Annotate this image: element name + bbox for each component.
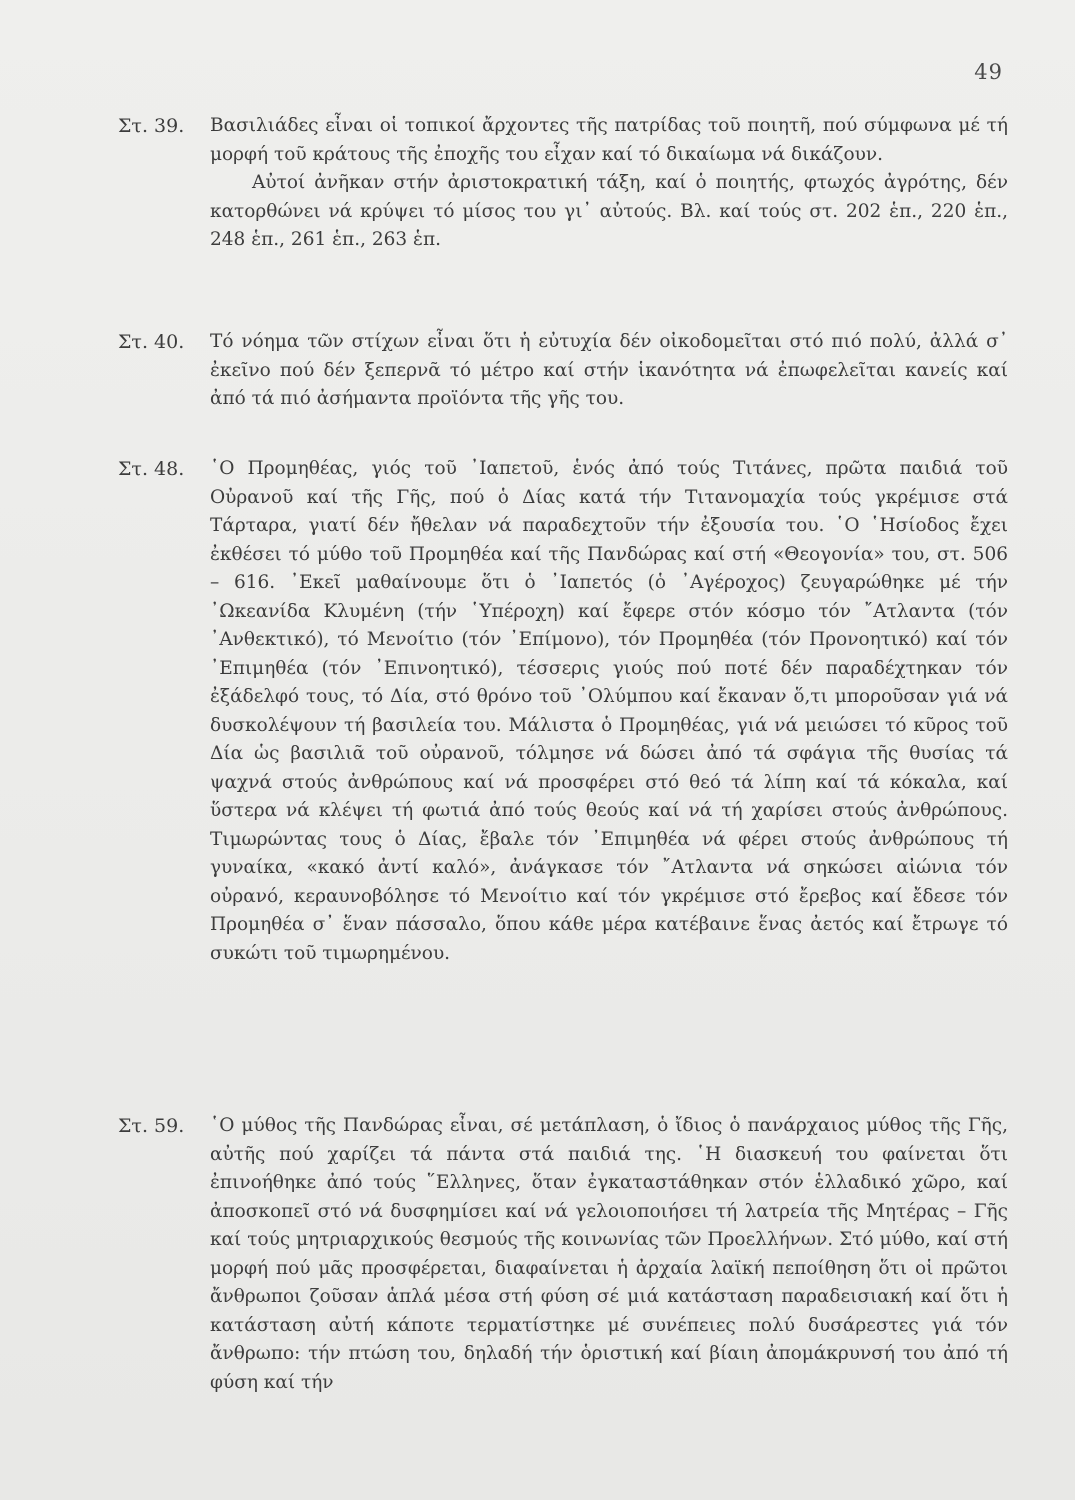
entry-paragraph: ῾Ο Προμηθέας, γιός τοῦ ᾽Ιαπετοῦ, ἑνός ἀπό τούς Τιτάνες, πρῶτα παιδιά τοῦ Οὐρανοῦ καί τῆς Γῆς, πού ὁ Δίας κατά τήν Τιτανομαχία τούς γκρέμισε στά Τάρταρα, γιατί δέν ἤθελαν νά παραδεχτοῦν τήν ἐξουσία του. ῾Ο ῾Ησίοδος ἔχει ἐκθέσει τό μύθο τοῦ Προμηθέα καί τῆς Πανδώρας καί στή «Θεογονία» του, στ. 506 – 616. ᾽Εκεῖ μαθαίνουμε ὅτι ὁ ᾽Ιαπετός (ὁ ᾽Αγέροχος) ζευγαρώθηκε μέ τήν ᾽Ωκεανίδα Κλυμένη (τήν ῾Υπέροχη) καί ἔφερε στόν κόσμο τόν ῎Ατλαντα (τόν ᾽Ανθεκτικό), τό Μενοίτιο (τόν ᾽Επίμονο), τόν Προμηθέα (τόν Προνοητικό) καί τόν ᾽Επιμηθέα (τόν ᾽Επινοητικό), τέσσερις γιούς πού ποτέ δέν παραδέχτηκαν τόν ἐξάδελφό τους, τό Δία, στό θρόνο τοῦ ᾽Ολύμπου καί ἔκαναν ὅ,τι μποροῦσαν γιά νά δυσκολέψουν τή βασιλεία του. Μάλιστα ὁ Προμηθέας, γιά νά μειώσει τό κῦρος τοῦ Δία ὡς βασιλιᾶ τοῦ οὐρανοῦ, τόλμησε νά δώσει ἀπό τά σφάγια τῆς θυσίας τά ψαχνά στούς ἀνθρώπους καί νά προσφέρει στό θεό τά λίπη καί τά κόκαλα, καί ὕστερα νά κλέψει τή φωτιά ἀπό τούς θεούς καί νά τή χαρίσει στούς ἀνθρώπους. Τιμωρώντας τους ὁ Δίας, ἔβαλε τόν ᾽Επιμηθέα νά φέρει στούς ἀνθρώπους τή γυναίκα, «κακό ἀντί καλό», ἀνάγκασε τόν ῎Ατλαντα νά σηκώσει αἰώνια τόν οὐρανό, κεραυνοβόλησε τό Μενοίτιο καί τόν γκρέμισε στό ἔρεβος καί ἔδεσε τόν Προμηθέα σ᾽ ἕναν πάσσαλο, ὅπου κάθε μέρα κατέβαινε ἕνας ἀετός καί ἔτρωγε τό συκώτι τοῦ τιμωρημένου. [210, 458, 1008, 964]
entry-paragraph: ῾Ο μύθος τῆς Πανδώρας εἶναι, σέ μετάπλαση, ὁ ἴδιος ὁ πανάρχαιος μύθος τῆς Γῆς, αὐτῆς πού χαρίζει τά πάντα στά παιδιά της. ῾Η διασκευή του φαίνεται ὅτι ἐπινοήθηκε ἀπό τούς ῞Ελληνες, ὅταν ἐγκαταστάθηκαν στόν ἑλλαδικό χῶρο, καί ἀποσκοπεῖ στό νά δυσφημίσει καί νά γελοιοποιήσει τή λατρεία τῆς Μητέρας – Γῆς καί τούς μητριαρχικούς θεσμούς τῆς κοινωνίας τῶν Προελλήνων. Στό μύθο, καί στή μορφή πού μᾶς προσφέρεται, διαφαίνεται ἡ ἀρχαία λαϊκή πεποίθηση ὅτι οἱ πρῶτοι ἄνθρωποι ζοῦσαν ἁπλά μέσα στή φύση σέ μιά κατάσταση παραδεισιακή καί ὅτι ἡ κατάσταση αὐτή κάποτε τερματίστηκε μέ συνέπειες πολύ δυσάρεστες γιά τόν ἄνθρωπο: τήν πτώση του, δηλαδή τήν ὁριστική καί βίαιη ἀπομάκρυνσή του ἀπό τή φύση καί τήν [210, 1115, 1008, 1393]
entry-paragraph: Αὐτοί ἀνῆκαν στήν ἀριστοκρατική τάξη, καί ὁ ποιητής, φτωχός ἀγρότης, δέν κατορθώνει νά κρύψει τό μίσος του γι᾽ αὐτούς. Βλ. καί τούς στ. 202 ἑπ., 220 ἑπ., 248 ἑπ., 261 ἑπ., 263 ἑπ. [210, 172, 1008, 250]
commentary-entry-40 [118, 328, 1008, 414]
commentary-entry-39 [118, 112, 1008, 255]
verse-label: Στ. 48. [118, 458, 185, 480]
commentary-entry-48 [118, 455, 1008, 968]
verse-label: Στ. 40. [118, 331, 185, 353]
entry-body [210, 455, 1008, 968]
entry-body [210, 328, 1008, 414]
entry-body [210, 1112, 1008, 1397]
commentary-entry-59 [118, 1112, 1008, 1397]
verse-label: Στ. 39. [118, 115, 185, 137]
page-number: 49 [974, 60, 1003, 84]
entry-paragraph: Τό νόημα τῶν στίχων εἶναι ὅτι ἡ εὐτυχία δέν οἰκοδομεῖται στό πιό πολύ, ἀλλά σ᾽ ἐκεῖνο πού δέν ξεπερνᾶ τό μέτρο καί στήν ἱκανότητα νά ἐπωφελεῖται κανείς καί ἀπό τά πιό ἀσήμαντα προϊόντα τῆς γῆς του. [210, 331, 1008, 409]
entry-body [210, 112, 1008, 255]
verse-label: Στ. 59. [118, 1115, 185, 1137]
entry-paragraph: Βασιλιάδες εἶναι οἱ τοπικοί ἄρχοντες τῆς πατρίδας τοῦ ποιητῆ, πού σύμφωνα μέ τή μορφή τοῦ κράτους τῆς ἐποχῆς του εἶχαν καί τό δικαίωμα νά δικάζουν. [210, 115, 1008, 165]
